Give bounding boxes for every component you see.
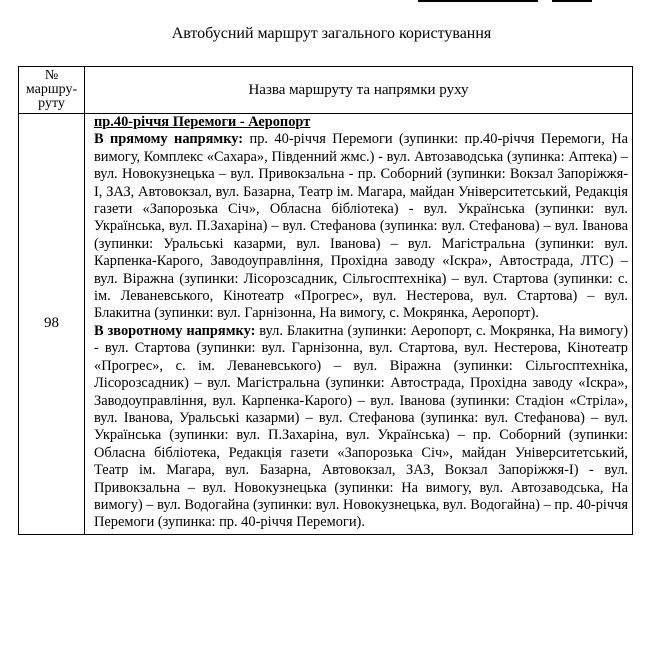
table-row: [19, 114, 633, 535]
document-title: Автобусний маршрут загального користування: [171, 25, 492, 42]
route-description: [85, 114, 633, 535]
route-name: пр.40-річчя Перемоги - Аеропорт: [94, 114, 311, 130]
route-table: [18, 66, 633, 535]
backward-direction: [94, 323, 628, 532]
forward-direction-label: В прямому напрямку:: [94, 131, 244, 148]
route-number: 98: [19, 114, 85, 535]
header-rule-right: [552, 0, 592, 2]
table-header-row: [19, 67, 633, 114]
header-route-description: Назва маршруту та напрямки руху: [85, 67, 633, 114]
header-rule-left: [418, 0, 538, 2]
backward-direction-text: вул. Блакитна (зупинки: Аеропорт, с. Мокрянка, На вимогу) - вул. Стартова (зупинки: вул. Гарнізонна, вул. Стартова, вул. Нестерова, Кінотеатр «Прогрес», с. ім. Леваневського) – вул. Віражна (зупинки: Сільгосптехніка, Лісорозсадник) – вул. Магістральна (зупинки: Автострада, Прохідна заводу «Іскра», Заводоуправління, вул. Карпенка-Карого) – вул. Іванова (зупинки: Стадіон «Стріла», вул. Іванова, Уральські казарми) – вул. Стефанова (зупинка: вул. Стефанова) – вул. Українська (зупинки: вул. П.Захаріна, вул. Українська) – пр. Соборний (зупинки: Обласна бібліотека, Редакція газети «Запорозька Січ», майдан Університетський, Театр ім. Магара, вул. Базарна, Автовокзал, ЗАЗ, Вокзал Запоріжжя-І) - вул. Привокзальна – вул. Новокузнецька (зупинки: На вимогу, вул. Автозаводська, На вимогу) – вул. Водогайна (зупинки: вул. Новокузнецька, вул. Водогайна) – пр. 40-річчя Перемоги (зупинка: пр. 40-річчя Перемоги).: [94, 322, 628, 531]
header-num-line-1: №: [44, 68, 59, 83]
forward-direction-text: пр. 40-річчя Перемоги (зупинки: пр.40-річчя Перемоги, На вимогу, Комплекс «Сахара», Південний жмс.) - вул. Автозаводська (зупинка: Аптека) – вул. Новокузнецька – вул. Привокзальна - пр. Соборний (зупинки: Вокзал Запоріжжя-І, ЗАЗ, Автовокзал, вул. Базарна, Театр ім. Магара, майдан Університетський, Редакція газети «Запорозька Січ», Обласна бібліотека) - вул. Українська (зупинки: вул. Українська, вул. П.Захаріна) – вул. Стефанова (зупинка: вул. Стефанова) – вул. Іванова (зупинки: Уральські казарми, вул. Іванова) – вул. Магістральна (зупинки: вул. Карпенка-Карого, Заводоуправління, Прохідна заводу «Іскра», Автострада, ЛТС) – вул. Віражна (зупинки: Лісорозсадник, Сільгосптехніка) – вул. Стартова (зупинки: с. ім. Леваневського, Кінотеатр «Прогрес», вул. Нестерова, вул. Стартова) – вул. Блакитна (зупинки: вул. Гарнізонна, На вимогу, с. Мокрянка, Аеропорт).: [94, 131, 628, 322]
backward-direction-label: В зворотному напрямку:: [94, 322, 256, 339]
header-route-number: [19, 67, 85, 114]
forward-direction: [94, 131, 628, 322]
header-num-line-2: маршру-: [25, 82, 78, 97]
header-num-line-3: руту: [38, 96, 65, 111]
